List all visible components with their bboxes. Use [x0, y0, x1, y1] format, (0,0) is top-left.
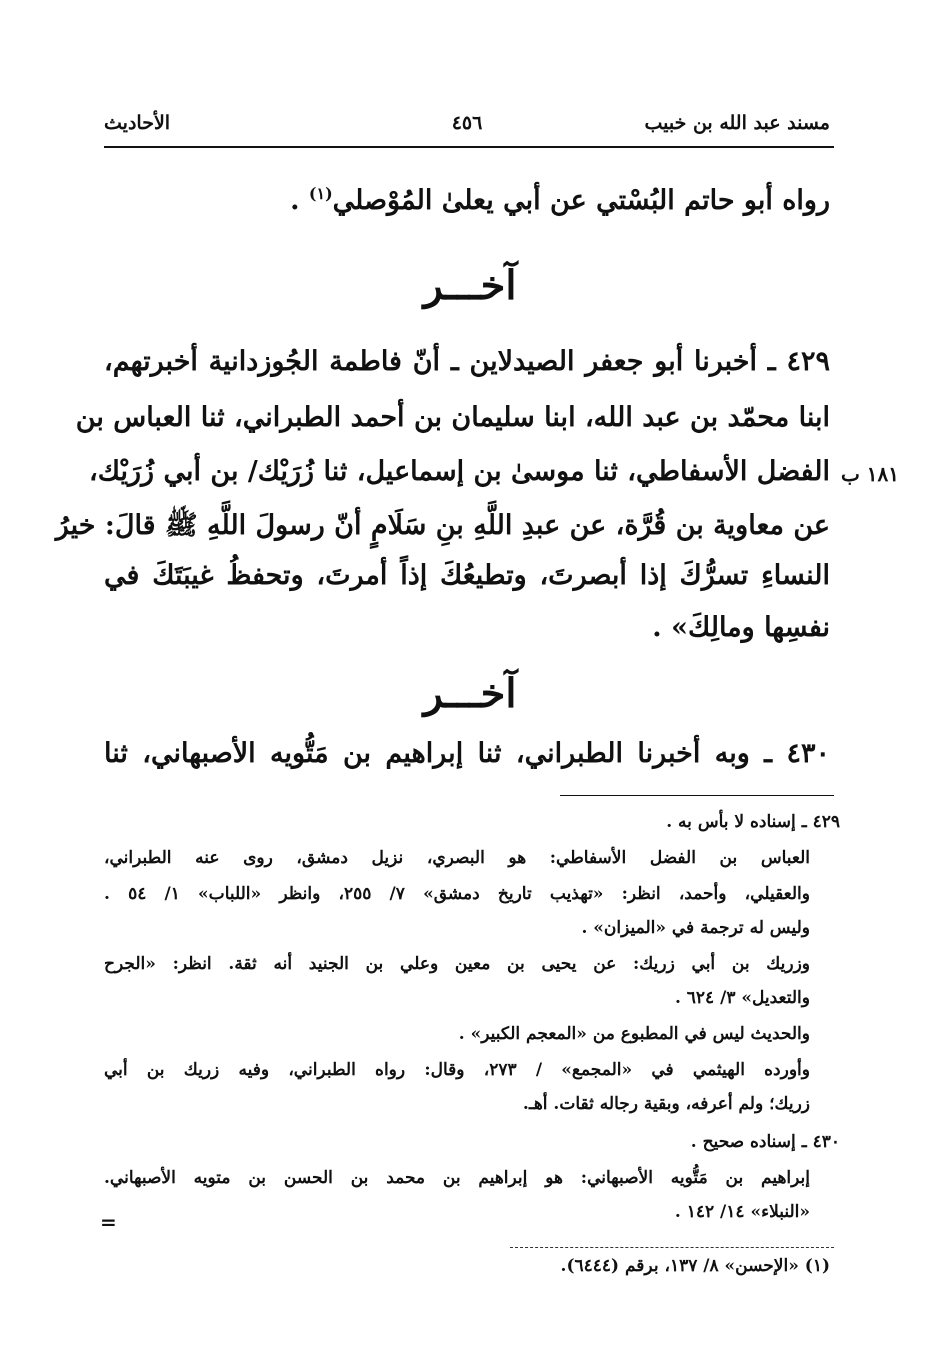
footnote-430-verdict: ـ إسناده صحيح . [690, 1132, 807, 1152]
continuation-mark: = [100, 1210, 117, 1234]
footnote-429-line-3: وليس له ترجمة في «الميزان» . [581, 918, 810, 938]
footnote-429-line-7: وأورده الهيثمي في «المجمع» / ٢٧٣، وقال: رواه الطبراني، وفيه زريك بن أبي [104, 1060, 810, 1080]
footnote-429-line-8: زريك؛ ولم أعرفه، وبقية رجاله ثقات. أهـ. [522, 1094, 810, 1114]
section-heading-2: آخـــر [423, 670, 517, 717]
hadith-429-line-4: عن معاوية بن قُرَّة، عن عبدِ اللَّهِ بنِ سَلَامٍ أنّ رسولَ اللَّهِ ﷺ قالَ: خيرُ [55, 510, 830, 541]
footnote-429-head [104, 812, 840, 832]
footnote-429-line-5: والتعديل» ٣/ ٦٢٤ . [674, 988, 810, 1008]
footnote-ref: (١) [308, 184, 333, 203]
footnote-429-line-2: والعقيلي، وأحمد، انظر: «تهذيب تاريخ دمشق» ٧/ ٢٥٥، وانظر «اللباب» ١/ ٥٤ . [104, 884, 810, 904]
hadith-429-line-6: نفسِها ومالِكَ» . [652, 612, 830, 643]
hadith-430-text: ـ وبه أخبرنا الطبراني، ثنا إبراهيم بن مَتُّويه الأصبهاني، ثنا [104, 738, 773, 769]
book-title: مسند عبد الله بن خبيب [644, 112, 830, 134]
section-heading-1: آخـــر [423, 262, 517, 309]
manuscript-folio-note: ١٨١ ب [840, 462, 900, 486]
hadith-430-number: ٤٣٠ [786, 738, 830, 769]
footnote-429-line-6: والحديث ليس في المطبوع من «المعجم الكبير» . [458, 1024, 810, 1044]
footnote-rule [560, 795, 834, 796]
bottom-footnote: (١) «الإحسن» ٨/ ١٣٧، برقم (٦٤٤٤). [560, 1256, 830, 1276]
bottom-footnote-rule [510, 1247, 834, 1248]
footnote-429-verdict: ـ إسناده لا بأس به . [666, 812, 807, 832]
hadith-429-line-1 [104, 346, 830, 377]
intro-text: رواه أبو حاتم البُسْتي عن أبي يعلىٰ المُوْصلي [332, 185, 830, 216]
footnote-429-line-1: العباس بن الفضل الأسفاطي: هو البصري، نزيل دمشق، روى عنه الطبراني، [104, 848, 810, 868]
footnote-430-line-1: إبراهيم بن مَتُّويه الأصبهاني: هو إبراهيم بن محمد بن الحسن بن متويه الأصبهاني. [104, 1168, 810, 1188]
footnote-429-number: ٤٢٩ [812, 812, 840, 832]
footnote-429-line-4: وزريك بن أبي زريك: عن يحيى بن معين وعلي بن الجنيد أنه ثقة. انظر: «الجرح [104, 954, 810, 974]
hadith-430-line-1 [104, 738, 830, 769]
footnote-430-number: ٤٣٠ [812, 1132, 840, 1152]
hadith-429-number: ٤٢٩ [786, 346, 830, 377]
hadith-429-line-5: النساءِ تسرُّكَ إذا أبصرتَ، وتطيعُكَ إذاً أمرتَ، وتحفظُ غيبَتَكَ في [104, 560, 830, 591]
intro-line [180, 184, 830, 216]
section-title: الأحاديث [104, 112, 171, 134]
header-rule [104, 146, 834, 148]
footnote-430-head [104, 1132, 840, 1152]
page-number: ٤٥٦ [451, 112, 483, 134]
hadith-429-line-2: ابنا محمّد بن عبد الله، ابنا سليمان بن أحمد الطبراني، ثنا العباس بن [75, 402, 830, 433]
hadith-429-line-3: الفضل الأسفاطي، ثنا موسىٰ بن إسماعيل، ثنا زُرَيْك/ بن أبي زُرَيْك، [89, 456, 830, 487]
footnote-430-line-2: «النبلاء» ١٤/ ١٤٢ . [674, 1202, 810, 1222]
hadith-429-text-1: ـ أخبرنا أبو جعفر الصيدلاين ـ أنّ فاطمة الجُوزدانية أخبرتهم، [104, 346, 776, 377]
page-header [104, 108, 830, 148]
intro-end: . [290, 185, 309, 216]
